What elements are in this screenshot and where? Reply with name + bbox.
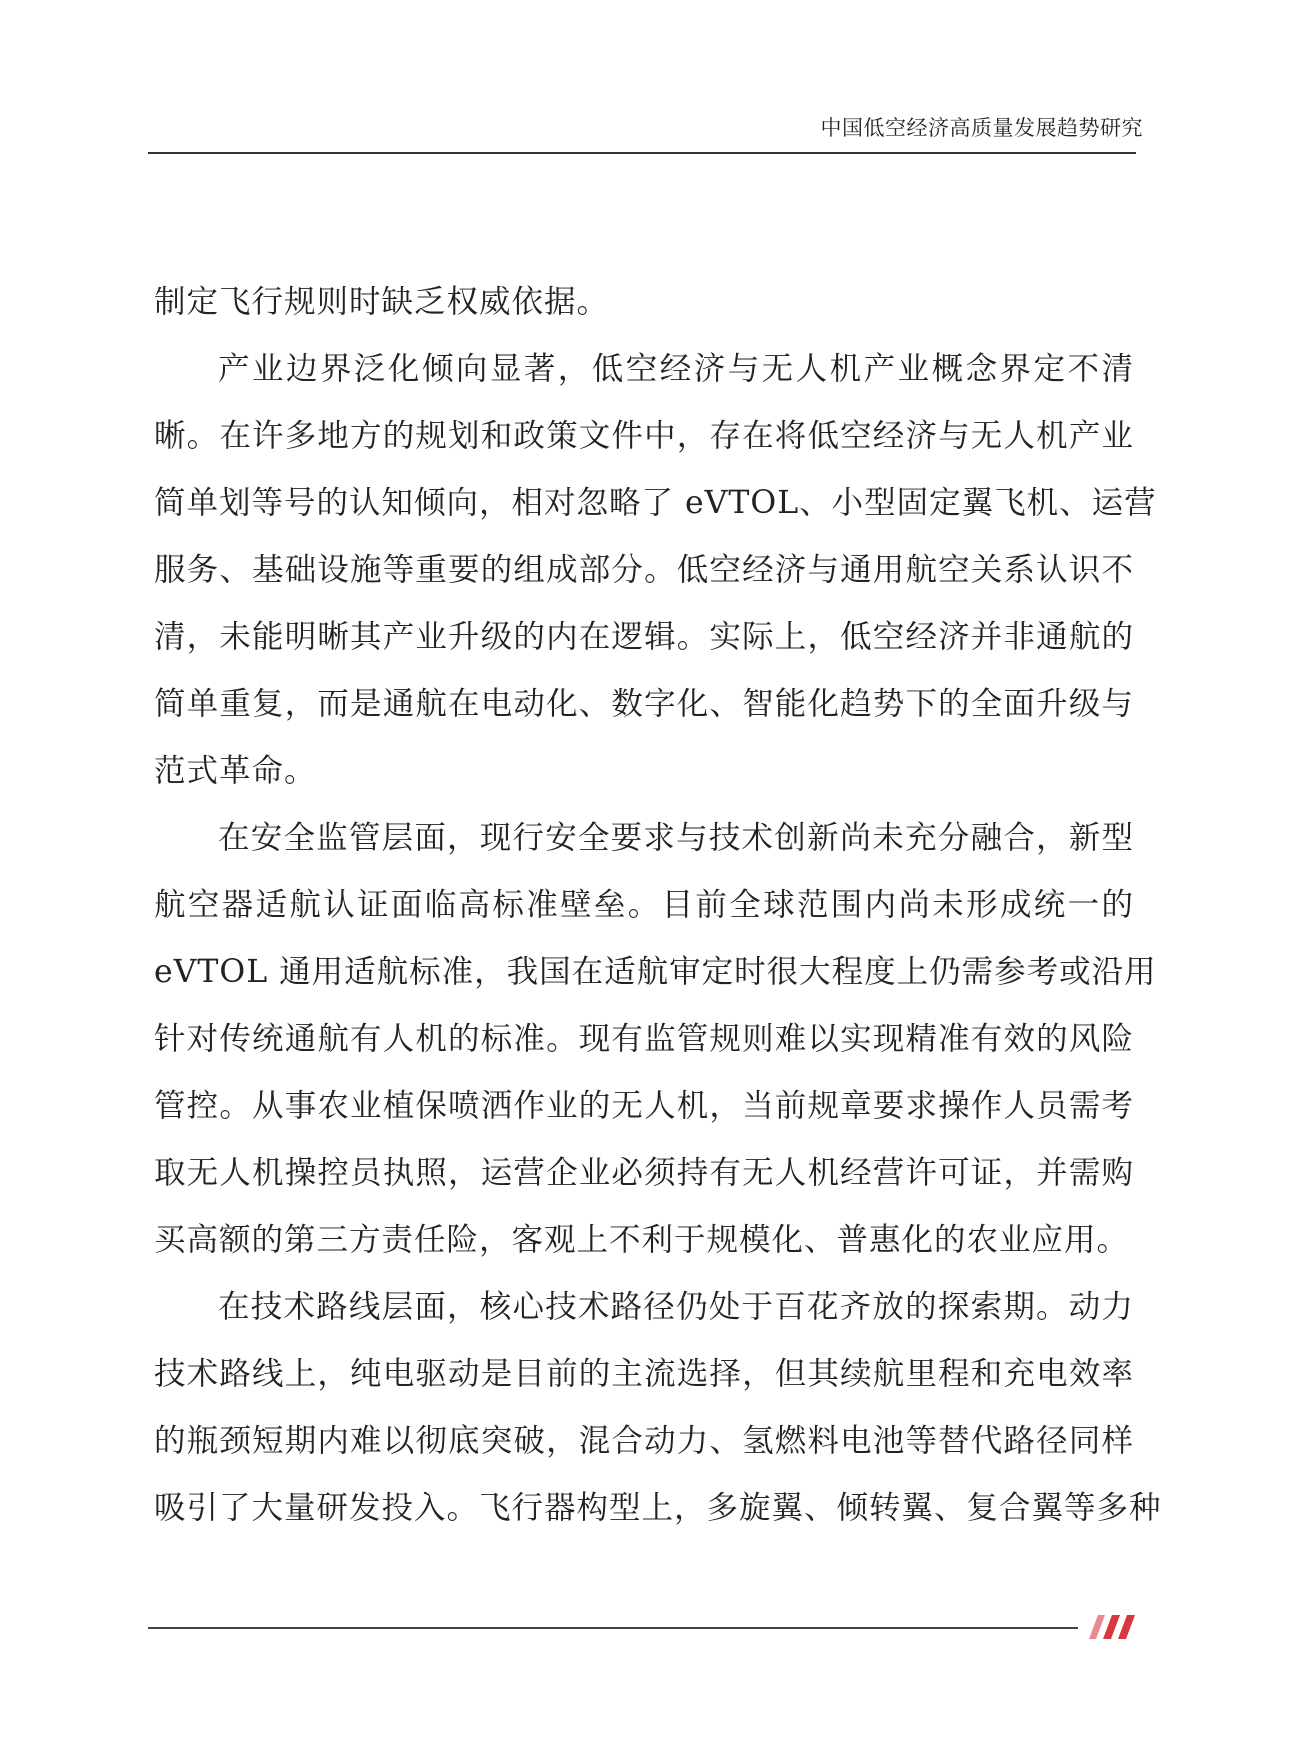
text-line: 取无人机操控员执照，运营企业必须持有无人机经营许可证，并需购 — [154, 1155, 1134, 1191]
footer-divider — [148, 1627, 1078, 1629]
text-line: 晰。在许多地方的规划和政策文件中，存在将低空经济与无人机产业 — [154, 418, 1134, 454]
text-line: 简单划等号的认知倾向，相对忽略了 eVTOL、小型固定翼飞机、运营 — [154, 485, 1157, 521]
triple-slash-mark-icon — [1088, 1612, 1140, 1642]
body-text — [154, 280, 1162, 1553]
text-line: eVTOL 通用适航标准，我国在适航审定时很大程度上仍需参考或沿用 — [154, 954, 1157, 990]
text-line: 制定飞行规则时缺乏权威依据。 — [154, 284, 610, 320]
text-line: 针对传统通航有人机的标准。现有监管规则难以实现精准有效的风险 — [154, 1021, 1134, 1057]
text-line: 吸引了大量研发投入。飞行器构型上，多旋翼、倾转翼、复合翼等多种 — [154, 1490, 1162, 1526]
text-line: 航空器适航认证面临高标准壁垒。目前全球范围内尚未形成统一的 — [154, 887, 1134, 923]
header-divider — [148, 152, 1136, 154]
text-line: 简单重复，而是通航在电动化、数字化、智能化趋势下的全面升级与 — [154, 686, 1134, 722]
text-line: 在安全监管层面，现行安全要求与技术创新尚未充分融合，新型 — [218, 820, 1134, 856]
text-line: 清，未能明晰其产业升级的内在逻辑。实际上，低空经济并非通航的 — [154, 619, 1134, 655]
slash-stroke — [1103, 1615, 1120, 1639]
text-line: 范式革命。 — [154, 753, 317, 789]
text-line: 产业边界泛化倾向显著，低空经济与无人机产业概念界定不清 — [218, 351, 1134, 387]
text-line: 的瓶颈短期内难以彻底突破，混合动力、氢燃料电池等替代路径同样 — [154, 1423, 1134, 1459]
text-line: 在技术路线层面，核心技术路径仍处于百花齐放的探索期。动力 — [218, 1289, 1134, 1325]
text-line: 管控。从事农业植保喷洒作业的无人机，当前规章要求操作人员需考 — [154, 1088, 1134, 1124]
text-line: 买高额的第三方责任险，客观上不利于规模化、普惠化的农业应用。 — [154, 1222, 1130, 1258]
header-title: 中国低空经济高质量发展趋势研究 — [820, 116, 1143, 140]
slash-stroke — [1118, 1615, 1135, 1639]
text-line: 技术路线上，纯电驱动是目前的主流选择，但其续航里程和充电效率 — [154, 1356, 1134, 1392]
slash-stroke-light — [1089, 1615, 1105, 1639]
text-line: 服务、基础设施等重要的组成部分。低空经济与通用航空关系认识不 — [154, 552, 1134, 588]
